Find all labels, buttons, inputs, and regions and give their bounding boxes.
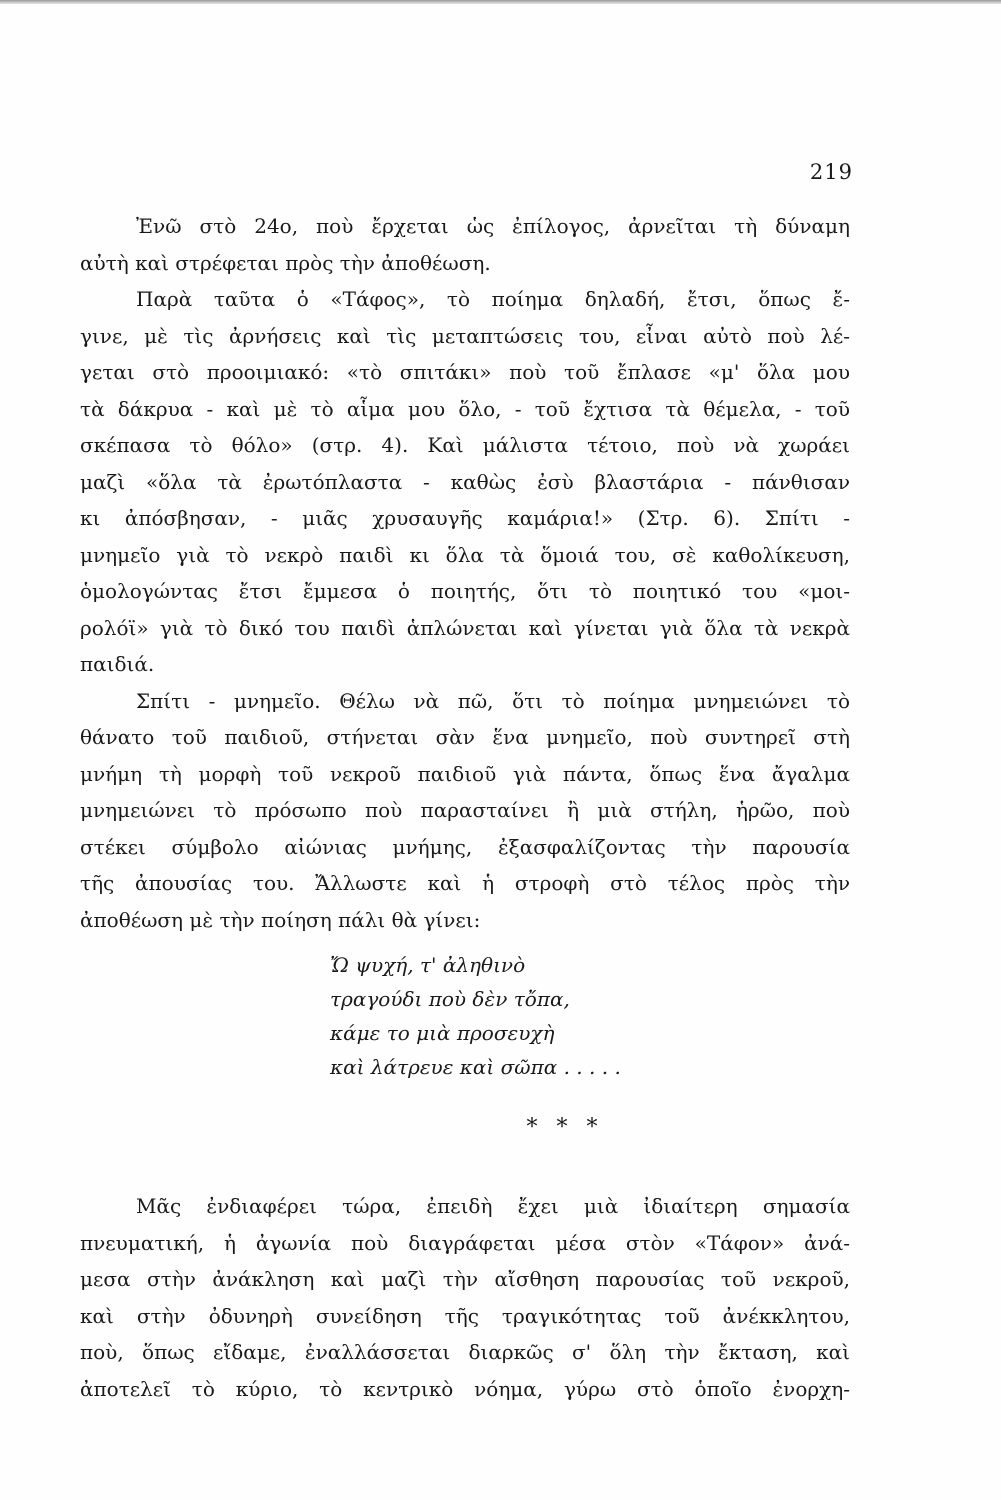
text-line: ποὺ, ὅπως εἴδαμε, ἐναλλάσσεται διαρκῶς σ' ὅλη τὴν ἔκταση, καὶ bbox=[80, 1340, 850, 1364]
poem-line: καὶ λάτρευε καὶ σῶπα . . . . . bbox=[330, 1055, 621, 1079]
text-line: τὰ δάκρυα - καὶ μὲ τὸ αἷμα μου ὅλο, - τοῦ ἔχτισα τὰ θέμελα, - τοῦ bbox=[80, 396, 850, 421]
text-line: πνευματική, ἡ ἀγωνία ποὺ διαγράφεται μέσα στὸν «Τάφον» ἀνά- bbox=[80, 1230, 850, 1255]
poem-line: κάμε το μιὰ προσευχὴ bbox=[330, 1021, 555, 1045]
body-text bbox=[80, 208, 850, 1407]
text-line: ἀποθέωση μὲ τὴν ποίηση πάλι θὰ γίνει: bbox=[80, 907, 481, 932]
page-number: 219 bbox=[809, 160, 853, 184]
text-line: γινε, μὲ τὶς ἀρνήσεις καὶ τὶς μεταπτώσεις του, εἶναι αὐτὸ ποὺ λέ- bbox=[80, 323, 850, 348]
text-line: παιδιά. bbox=[80, 652, 155, 676]
text-line: τῆς ἀπουσίας του. Ἄλλωστε καὶ ἡ στροφὴ στὸ τέλος πρὸς τὴν bbox=[80, 871, 850, 895]
text-line: Μᾶς ἐνδιαφέρει τώρα, ἐπειδὴ ἔχει μιὰ ἰδιαίτερη σημασία bbox=[136, 1194, 850, 1218]
text-line: καὶ στὴν ὀδυνηρὴ συνείδηση τῆς τραγικότητας τοῦ ἀνέκκλητου, bbox=[80, 1303, 850, 1328]
text-line: θάνατο τοῦ παιδιοῦ, στήνεται σὰν ἕνα μνημεῖο, ποὺ συντηρεῖ στὴ bbox=[80, 725, 850, 749]
paragraph-4 bbox=[80, 1188, 850, 1407]
text-line: μνημεῖο γιὰ τὸ νεκρὸ παιδὶ κι ὅλα τὰ ὅμοιά του, σὲ καθολίκευση, bbox=[80, 542, 850, 567]
text-line: Σπίτι - μνημεῖο. Θέλω νὰ πῶ, ὅτι τὸ ποίημα μνημειώνει τὸ bbox=[136, 688, 850, 713]
text-line: ρολόϊ» γιὰ τὸ δικό του παιδὶ ἁπλώνεται καὶ γίνεται γιὰ ὅλα τὰ νεκρὰ bbox=[80, 615, 850, 640]
text-line: μνημειώνει τὸ πρόσωπο ποὺ παρασταίνει ἢ μιὰ στήλη, ἡρῶο, ποὺ bbox=[80, 798, 850, 822]
text-line: σκέπασα τὸ θόλο» (στρ. 4). Καὶ μάλιστα τέτοιο, ποὺ νὰ χωράει bbox=[80, 433, 850, 457]
paragraph-3 bbox=[80, 683, 850, 939]
text-line: μνήμη τὴ μορφὴ τοῦ νεκροῦ παιδιοῦ γιὰ πάντα, ὅπως ἕνα ἄγαλμα bbox=[80, 761, 850, 786]
section-separator: * * * bbox=[526, 1115, 604, 1140]
poem-line: Ὤ ψυχή, τ' ἀληθινὸ bbox=[330, 953, 526, 977]
paragraph-2 bbox=[80, 281, 850, 683]
text-line: μαζὶ «ὅλα τὰ ἐρωτόπλαστα - καθὼς ἐσὺ βλαστάρια - πάνθισαν bbox=[80, 469, 850, 494]
text-line: μεσα στὴν ἀνάκληση καὶ μαζὶ τὴν αἴσθηση παρουσίας τοῦ νεκροῦ, bbox=[80, 1267, 850, 1291]
paragraph-1 bbox=[80, 208, 850, 281]
page-top-edge bbox=[0, 0, 1001, 4]
text-line: κι ἀπόσβησαν, - μιᾶς χρυσαυγῆς καμάρια!» (Στρ. 6). Σπίτι - bbox=[80, 506, 850, 530]
poem-line: τραγούδι ποὺ δὲν τὄπα, bbox=[330, 987, 570, 1011]
text-line: γεται στὸ προοιμιακό: «τὸ σπιτάκι» ποὺ τοῦ ἔπλασε «μ' ὅλα μου bbox=[80, 360, 850, 384]
text-line: Ἐνῶ στὸ 24ο, ποὺ ἔρχεται ὡς ἐπίλογος, ἀρνεῖται τὴ δύναμη bbox=[136, 214, 850, 238]
text-line: Παρὰ ταῦτα ὁ «Τάφος», τὸ ποίημα δηλαδή, ἔτσι, ὅπως ἔ- bbox=[136, 287, 850, 311]
text-line: ἀποτελεῖ τὸ κύριο, τὸ κεντρικὸ νόημα, γύρω στὸ ὁποῖο ἐνορχη- bbox=[80, 1376, 850, 1401]
text-line: στέκει σύμβολο αἰώνιας μνήμης, ἐξασφαλίζοντας τὴν παρουσία bbox=[80, 834, 850, 859]
text-line: ὁμολογώντας ἔτσι ἔμμεσα ὁ ποιητής, ὅτι τὸ ποιητικό του «μοι- bbox=[80, 579, 850, 603]
poem-quotation bbox=[330, 948, 850, 1084]
text-line: αὐτὴ καὶ στρέφεται πρὸς τὴν ἀποθέωση. bbox=[80, 250, 491, 275]
